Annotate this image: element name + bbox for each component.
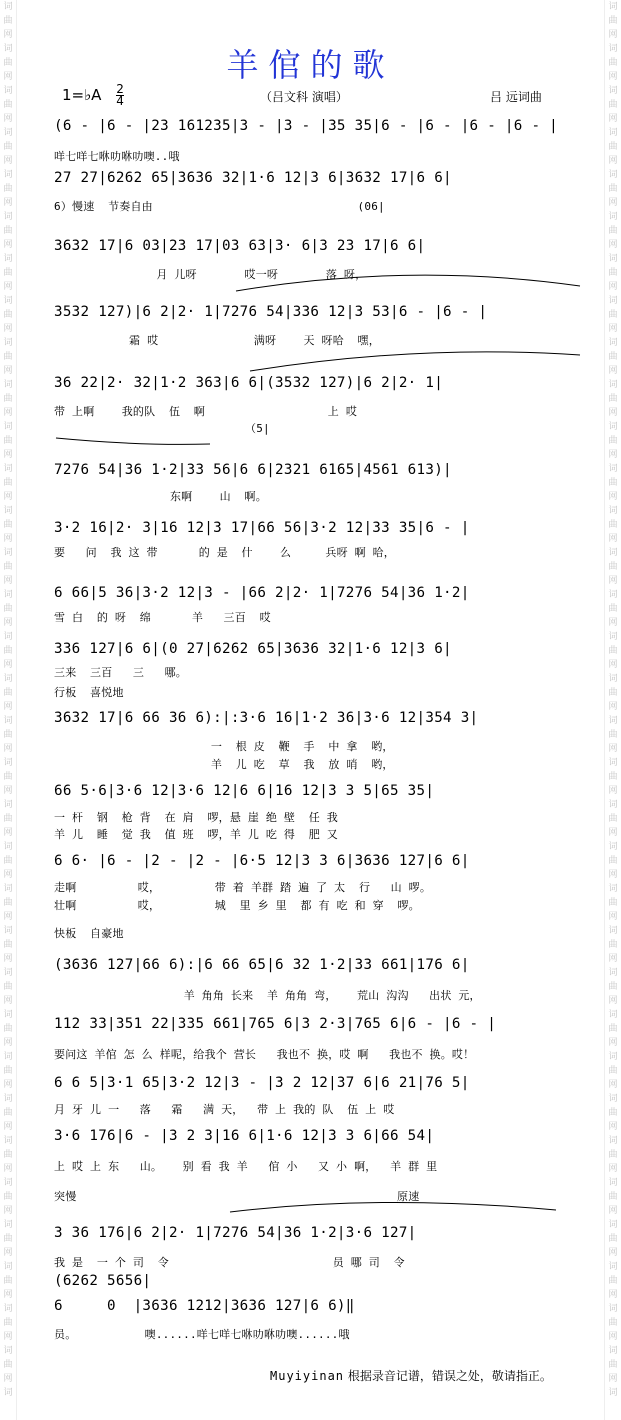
watermark-right: 词 曲 网 词 曲 网 词 曲 网 词 曲 网 词 曲 网 词 曲 网 词 曲 网 词 曲 网 词 曲 网 词 曲 网 词 曲 网 词 曲 网 词 曲 网 词 曲 网 词 曲 网 词 曲 网 词 曲 网 词 曲 网 词 曲 网 词 曲 网 词 曲 网 词 曲 网 词 曲 网 词 曲 网 词 曲 网 词 曲 网 词 曲 网 词 曲 网 词 曲 网 词 曲 网 词 曲 网 词 曲 网 词 曲 网 词 [604,0,621,1420]
notation-line: 336 127|6 6|(0 27|6262 65|3636 32|1·6 12|3 6| [54,641,452,657]
notation-line: 3632 17|6 66 36 6):|:3·6 16|1·2 36|3·6 12|354 3| [54,710,479,726]
lyric-line: 一 根 皮 鞭 手 中 拿 哟， [54,740,394,753]
lyric-line: 羊 儿 睡 觉 我 值 班 啰，羊 儿 吃 得 肥 又 [54,828,338,841]
lyric-line: 带 上啊 我的队 伍 啊 上 哎 [54,405,358,418]
lyric-line: 霜 哎 满呀 天 呀哈 嘿， [54,334,380,347]
song-title: 羊倌的歌 [226,46,395,84]
lyric-line: 6）慢速 节奏自由 (06| [54,200,385,213]
footer-text: 根据录音记谱，错误之处，敬请指正。 [344,1369,552,1383]
footer-note [270,1367,552,1384]
score-sheet [20,0,601,1420]
notation-line: 6 6 5|3·1 65|3·2 12|3 - |3 2 12|37 6|6 21|76 5| [54,1075,470,1091]
lyric-line: 三来 三百 三 哪。 [54,666,187,679]
notation-line: (6 - |6 - |23 161235|3 - |3 - |35 35|6 - |6 - |6 - |6 - | [54,118,558,134]
notation-line: 3·6 176|6 - |3 2 3|16 6|1·6 12|3 3 6|66 54| [54,1128,435,1144]
meter-top: 2 [116,82,124,96]
notation-line: (3636 127|66 6):|6 66 65|6 32 1·2|33 661|176 6| [54,957,470,973]
notation-line: 66 5·6|3·6 12|3·6 12|6 6|16 12|3 3 5|65 35| [54,783,435,799]
notation-line: (6262 5656| [54,1273,152,1289]
key-signature [62,84,124,107]
lyric-line: 行板 喜悦地 [54,686,124,699]
lyric-line: 月 儿呀 哎一呀 落 呀， [54,268,367,281]
composer-credit: 吕 远词曲 [490,90,542,104]
lyric-line: 上 哎 上 东 山。 别 看 我 羊 倌 小 又 小 啊， 羊 群 里 [54,1160,438,1173]
lyric-line: 员。 噢......咩七咩七咻叻咻叻噢......哦 [54,1328,350,1341]
lyric-line: 快板 自豪地 [54,927,124,940]
lyric-line: 雪 白 的 呀 绵 羊 三百 哎 [54,611,271,624]
notation-line: 6 0 |3636 1212|3636 127|6 6)‖ [54,1298,355,1314]
notation-line: 3532 127)|6 2|2· 1|7276 54|336 12|3 53|6 - |6 - | [54,304,488,320]
lyric-line: 咩七咩七咻叻咻叻噢..哦 [54,150,180,163]
phrase-slur [250,352,580,371]
phrase-slur [56,438,210,444]
notation-line: 3632 17|6 03|23 17|03 63|3· 6|3 23 17|6 6| [54,238,426,254]
lyric-line: 羊 角角 长来 羊 角角 弯， 荒山 沟沟 出状 元， [54,989,481,1002]
lyric-line: 要问这 羊倌 怎 么 样呢，给我个 营长 我也不 换，哎 啊 我也不 换。哎！ [54,1048,475,1061]
lyric-line: 月 牙 儿 一 落 霜 满 天， 带 上 我的 队 伍 上 哎 [54,1103,395,1116]
footer-author: Muyiyinan [270,1369,345,1383]
notation-line: 7276 54|36 1·2|33 56|6 6|2321 6165|4561 613)| [54,462,452,478]
notation-line: 27 27|6262 65|3636 32|1·6 12|3 6|3632 17|6 6| [54,170,452,186]
singer-credit: （吕文科 演唱） [260,90,348,104]
notation-line: 6 6· |6 - |2 - |2 - |6·5 12|3 3 6|3636 127|6 6| [54,853,470,869]
watermark-left: 词 曲 网 词 曲 网 词 曲 网 词 曲 网 词 曲 网 词 曲 网 词 曲 网 词 曲 网 词 曲 网 词 曲 网 词 曲 网 词 曲 网 词 曲 网 词 曲 网 词 曲 网 词 曲 网 词 曲 网 词 曲 网 词 曲 网 词 曲 网 词 曲 网 词 曲 网 词 曲 网 词 曲 网 词 曲 网 词 曲 网 词 曲 网 词 曲 网 词 曲 网 词 曲 网 词 曲 网 词 曲 网 词 曲 网 词 [0,0,17,1420]
notation-line: 36 22|2· 32|1·2 363|6 6|(3532 127)|6 2|2· 1| [54,375,444,391]
lyric-line: 羊 儿 吃 草 我 放 哨 哟， [54,758,394,771]
lyric-line: 壮啊 哎， 城 里 乡 里 都 有 吃 和 穿 啰。 [54,899,420,912]
meter-bottom: 4 [116,94,124,108]
lyric-line: 一 杆 钢 枪 背 在 肩 啰，悬 崖 绝 壁 任 我 [54,811,338,824]
lyric-line: 东啊 山 啊。 [54,490,267,503]
notation-line: 6 66|5 36|3·2 12|3 - |66 2|2· 1|7276 54|36 1·2| [54,585,470,601]
lyric-line: 走啊 哎， 带 着 羊群 踏 遍 了 太 行 山 啰。 [54,881,432,894]
lyric-line: （5| [54,422,270,435]
notation-line: 3 36 176|6 2|2· 1|7276 54|36 1·2|3·6 127| [54,1225,417,1241]
lyric-line: 突慢 原速 [54,1190,420,1203]
notation-line: 112 33|351 22|335 661|765 6|3 2·3|765 6|6 - |6 - | [54,1016,497,1032]
lyric-line: 我 是 一 个 司 令 员 哪 司 令 [54,1256,405,1269]
lyric-line: 要 问 我 这 带 的 是 什 么 兵呀 啊 哈， [54,546,396,559]
time-signature [116,84,124,107]
notation-line: 3·2 16|2· 3|16 12|3 17|66 56|3·2 12|33 35|6 - | [54,520,470,536]
key-label: 1=♭A [62,86,102,104]
